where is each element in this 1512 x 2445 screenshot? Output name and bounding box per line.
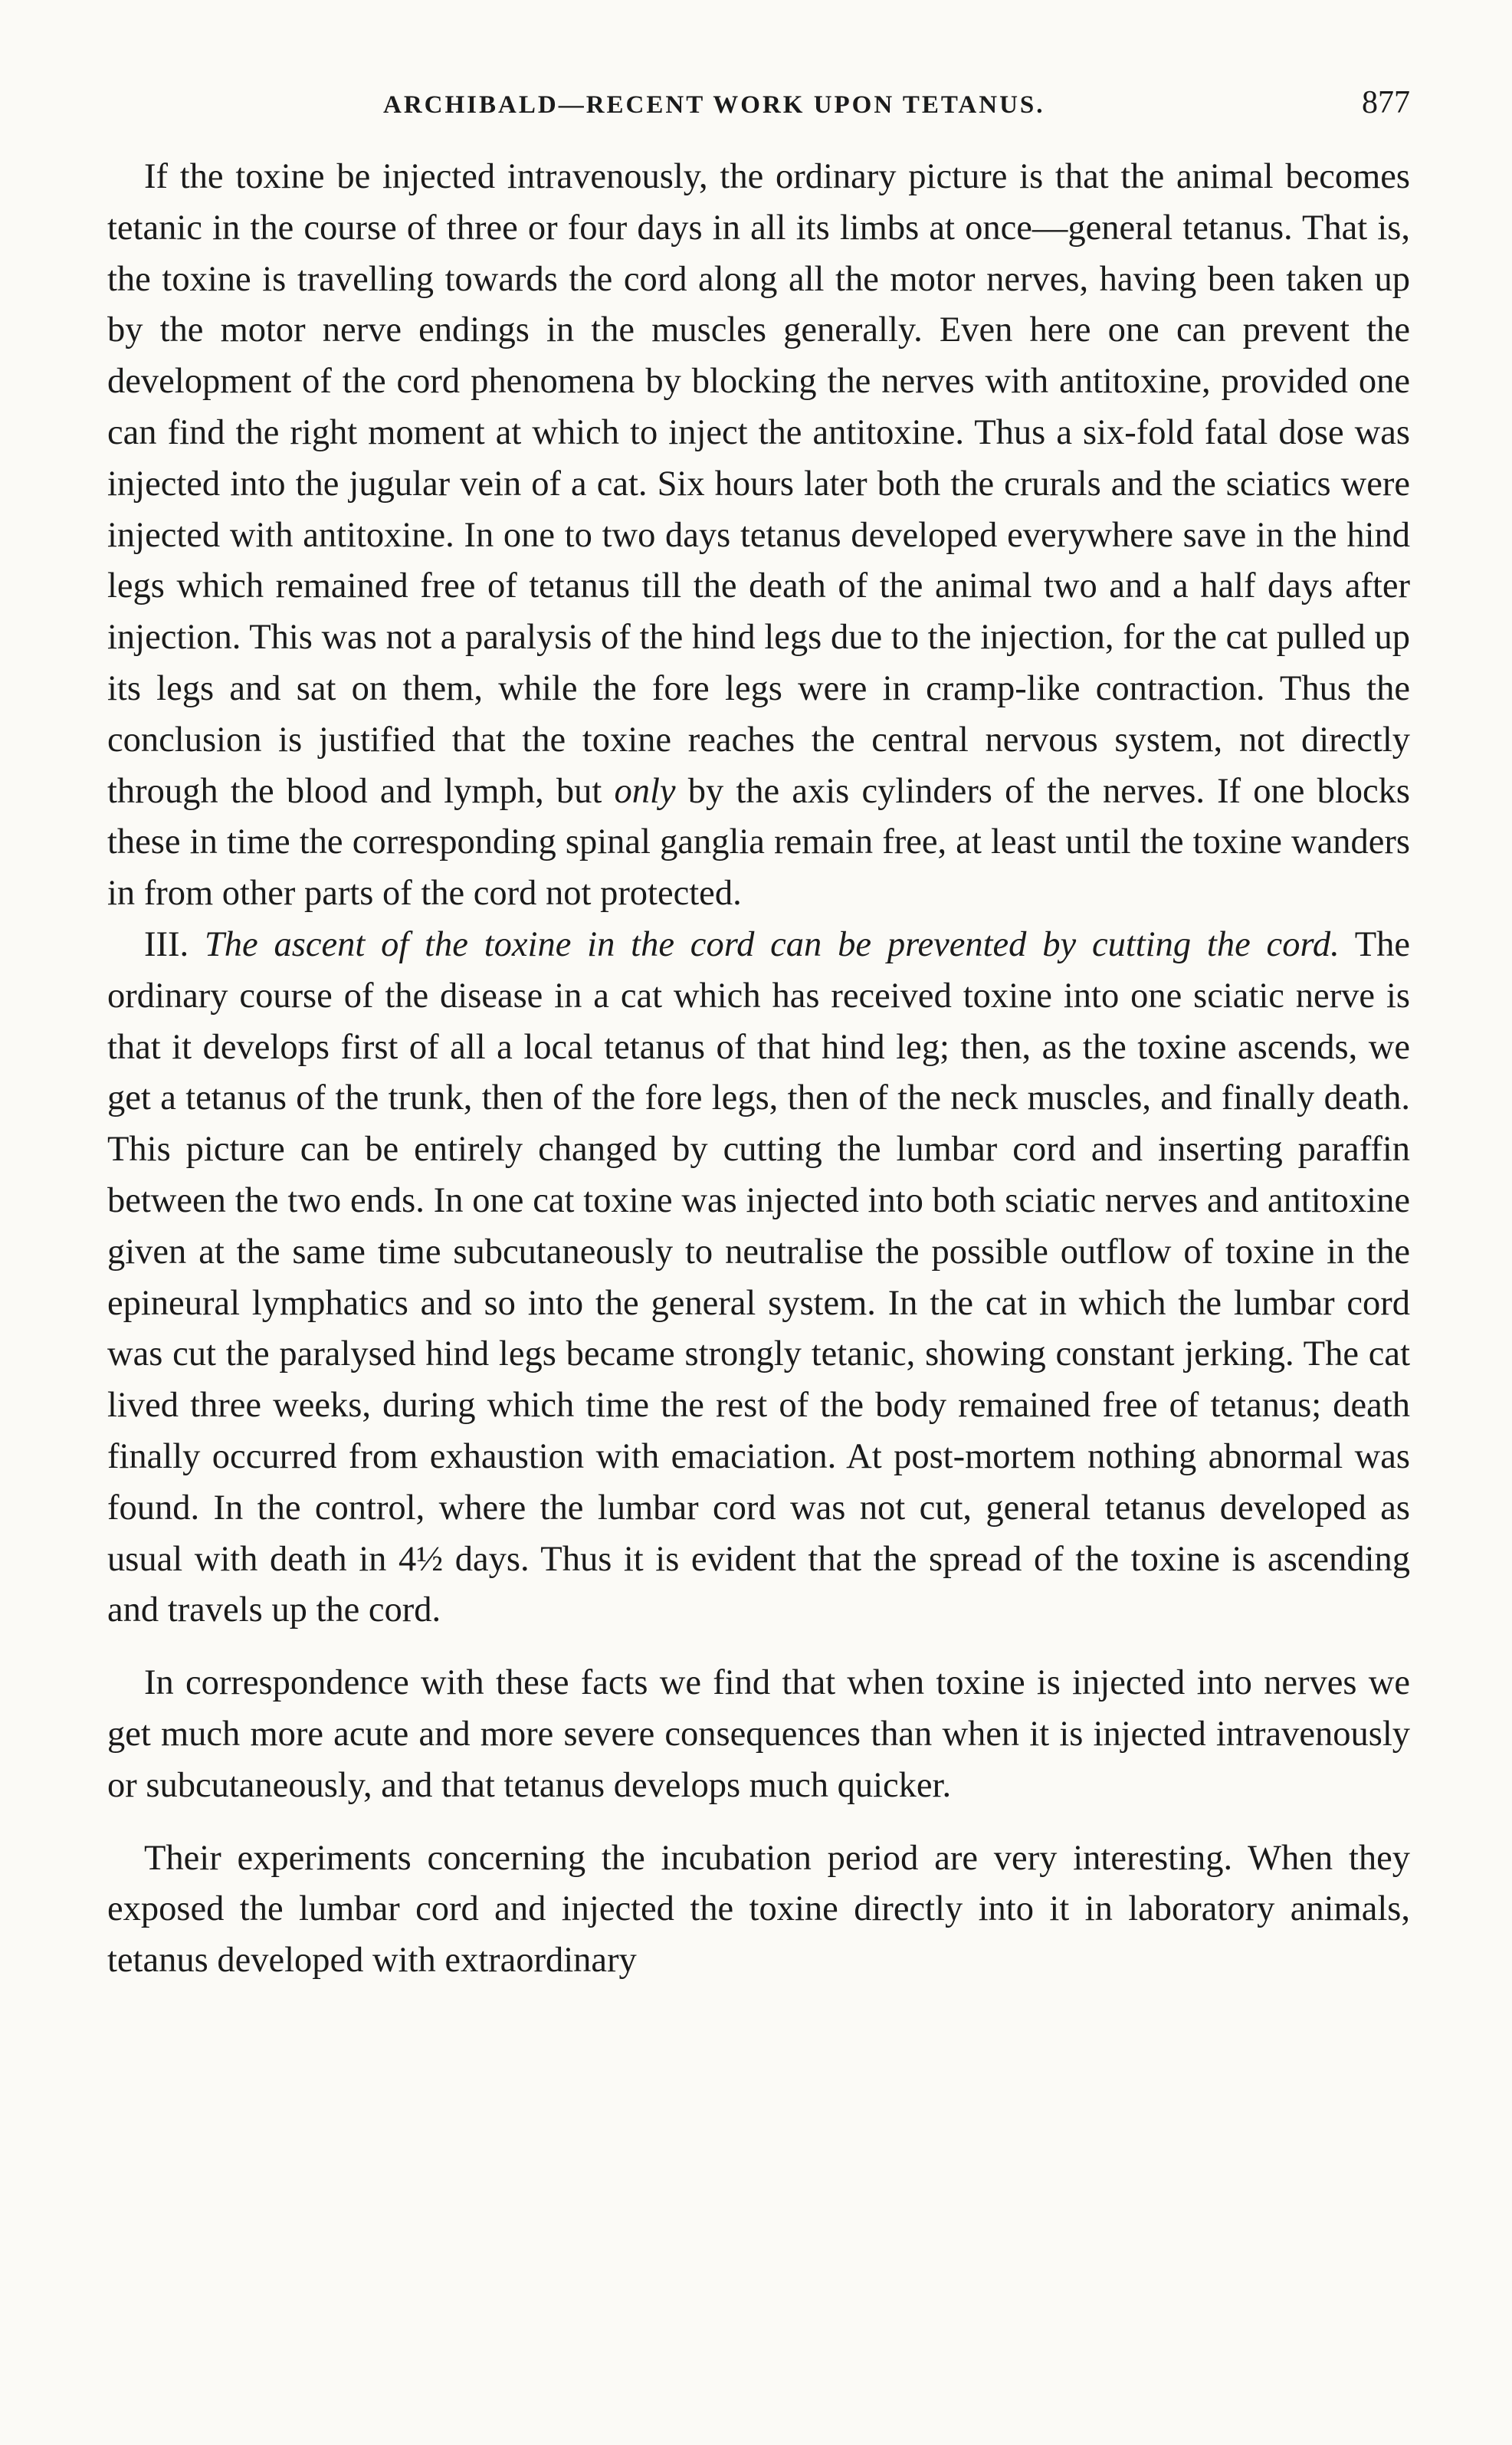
page-number: 877 [1362,85,1410,120]
paragraph-2-text: The ordinary course of the disease in a cat which has received toxine into one sciatic nerve is that it develops first of all a local tetanus of that hind leg; then, as the toxine ascends, we get a tetanus of the trunk, then of the fore legs, then of the neck muscles, and finally death. This picture can be entirely changed by cutting the lumbar cord and inserting paraffin between the two ends. In one cat toxine was injected into both sciatic nerves and antitoxine given at the same time subcutaneously to neutralise the possible outflow of toxine in the epineural lymphatics and so into the general system. In the cat in which the lumbar cord was cut the paralysed hind legs became strongly tetanic, showing constant jerking. The cat lived three weeks, during which time the rest of the body remained free of tetanus; death finally occurred from exhaustion with emaciation. At post-mortem nothing abnormal was found. In the control, where the lumbar cord was not cut, general tetanus developed as usual with death in 4½ days. Thus it is evident that the spread of the toxine is ascending and travels up the cord. [107,924,1410,1630]
paragraph-2 [107,920,1410,1636]
section-heading: The ascent of the toxine in the cord can be prevented by cutting the cord. [204,924,1340,964]
paragraph-1-text-b: by the axis cylinders of the nerves. If one blocks these in time the corresponding spinal ganglia remain free, at least until the toxine wanders in from other parts of the cord not protected. [107,771,1410,914]
paragraph-3: In correspondence with these facts we find that when toxine is injected into nerves we get much more acute and more severe consequences than when it is injected intravenously or subcutaneously, and that tetanus develops much quicker. [107,1663,1410,1805]
paragraph-1-text-a: If the toxine be injected intravenously, the ordinary picture is that the animal becomes tetanic in the course of three or four days in all its limbs at once—general tetanus. That is, the toxine is travelling towards the cord along all the motor nerves, having been taken up by the motor nerve endings in the muscles generally. Even here one can prevent the development of the cord phenomena by blocking the nerves with antitoxine, provided one can find the right moment at which to inject the antitoxine. Thus a six-fold fatal dose was injected into the jugular vein of a cat. Six hours later both the crurals and the sciatics were injected with antitoxine. In one to two days tetanus developed everywhere save in the hind legs which remained free of tetanus till the death of the animal two and a half days after injection. This was not a paralysis of the hind legs due to the injection, for the cat pulled up its legs and sat on them, while the fore legs were in cramp-like contraction. Thus the conclusion is justified that the toxine reaches the central nervous system, not directly through the blood and lymph, but [107,157,1410,811]
page [107,84,1410,1987]
section-number: III. [144,924,205,964]
running-title: ARCHIBALD—RECENT WORK UPON TETANUS. [383,91,1045,119]
running-head [107,84,1410,121]
paragraph-1 [107,152,1410,920]
paragraph-1-emphasis: only [614,771,676,811]
paragraph-4: Their experiments concerning the incubation period are very interesting. When they exposed the lumbar cord and injected the toxine directly into it in laboratory animals, tetanus developed with extraordinary [107,1838,1410,1981]
